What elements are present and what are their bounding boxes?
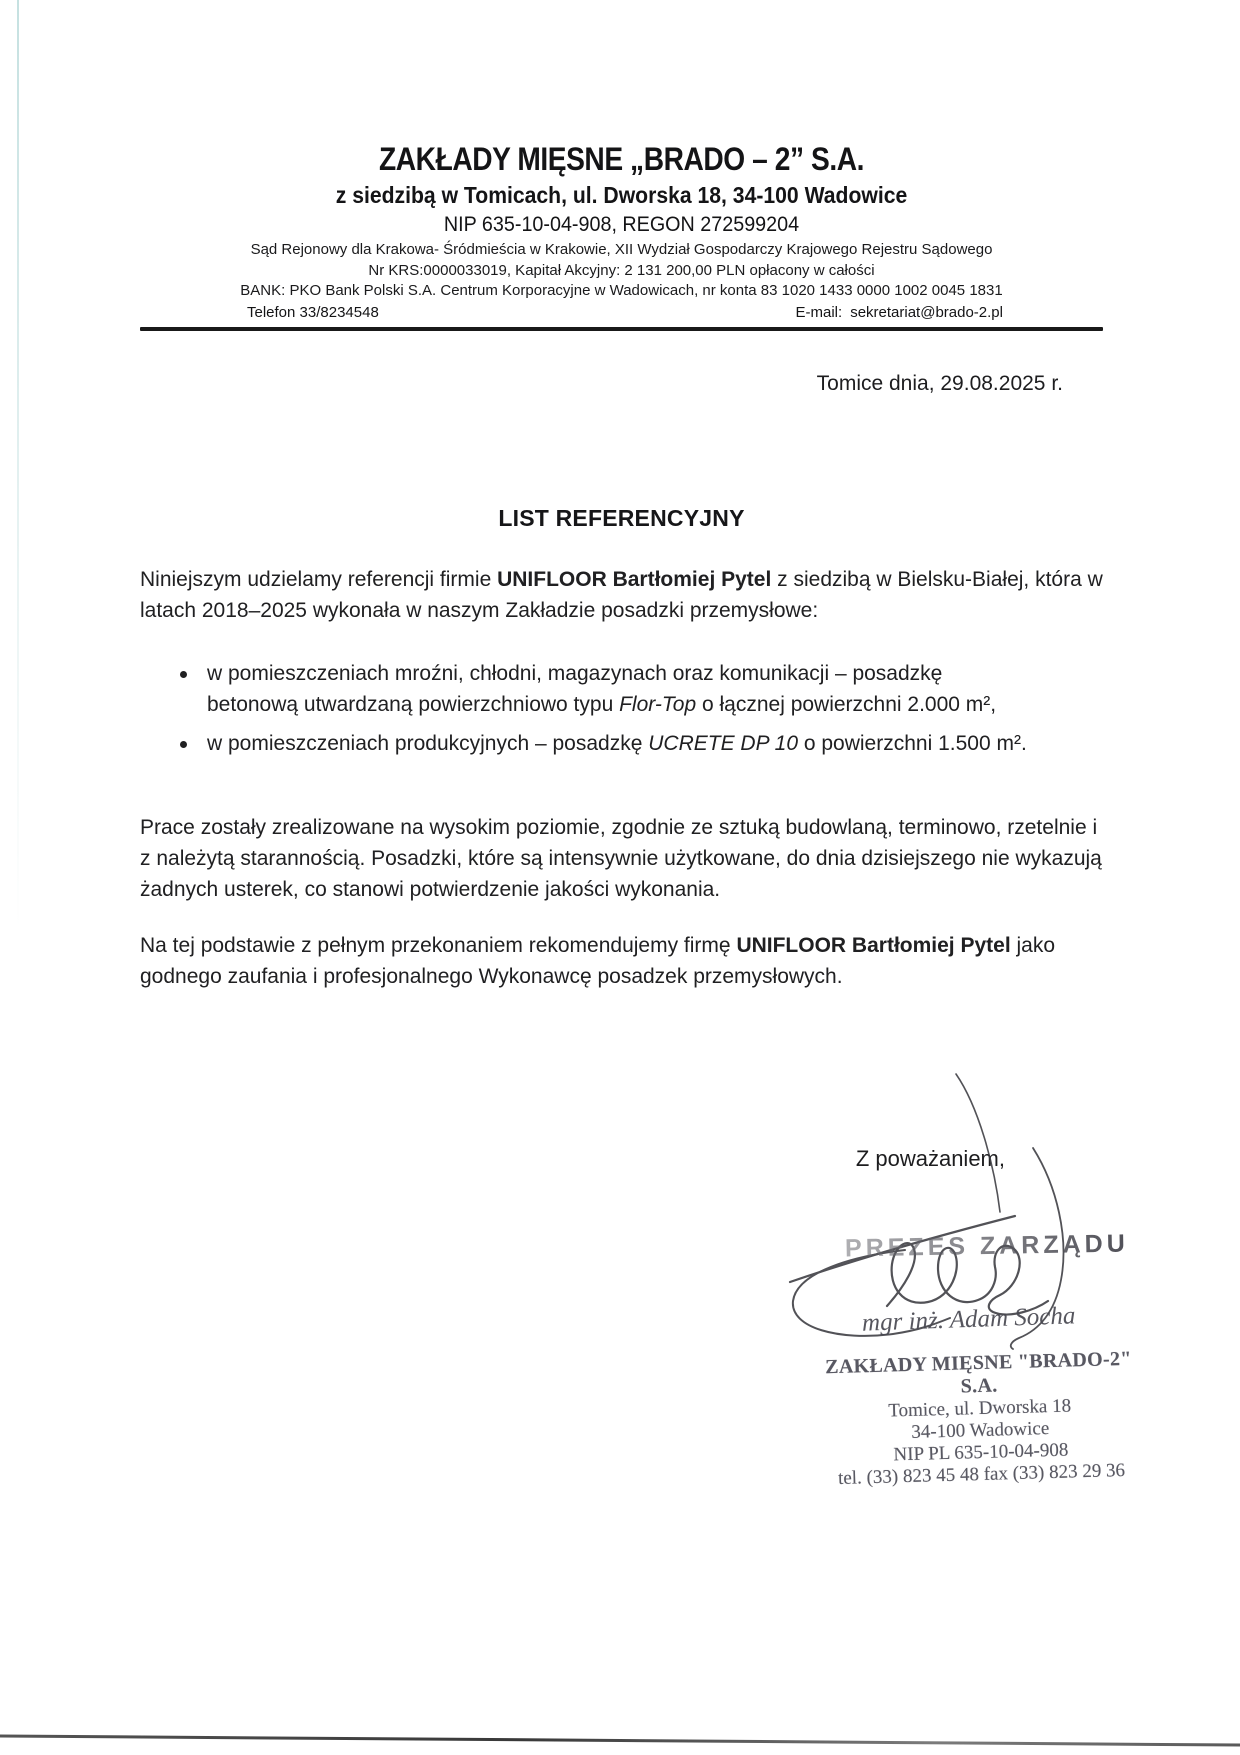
intro-text: Niniejszym udzielamy referencji firmie <box>140 568 498 591</box>
bullet2-text-cont: o powierzchni 1.500 m². <box>798 732 1027 755</box>
list-item <box>140 658 1036 720</box>
krs-capital-line: Nr KRS:0000033019, Kapitał Akcyjny: 2 131 200,00 PLN opłacony w całości <box>368 261 875 279</box>
scan-edge-line <box>17 0 19 930</box>
scan-artifact-line <box>0 1734 1240 1746</box>
paragraph-quality: Prace zostały zrealizowane na wysokim poziomie, zgodnie ze sztuką budowlaną, terminowo, rzetelnie i z należytą starannością. Posadzki, które są intensywnie użytkowane, do dnia dzisiejszego nie wykazują żadnych usterek, co stanowi potwierdzenie jakości wykonania. <box>140 816 1102 901</box>
product-name-flortop: Flor-Top <box>619 693 697 716</box>
product-name-ucrete: UCRETE DP 10 <box>648 732 798 755</box>
letterhead <box>140 138 1103 331</box>
paragraph-intro <box>140 564 1103 626</box>
email-value: sekretariat@brado-2.pl <box>850 303 1003 321</box>
bank-account-line: BANK: PKO Bank Polski S.A. Centrum Korporacyjne w Wadowicach, nr konta 83 1020 1433 0000 1002 0045 1831 <box>240 282 1003 299</box>
document-title: LIST REFERENCYJNY <box>498 505 745 531</box>
recommendation-text-cont: jako godnego zaufania i profesjonalnego Wykonawcę posadzek przemysłowych. <box>140 934 1056 988</box>
paragraph-recommendation <box>140 930 1103 992</box>
company-stamp <box>813 1347 1147 1490</box>
date-line: Tomice dnia, 29.08.2025 r. <box>816 372 1063 395</box>
email-label: E-mail: <box>795 303 843 321</box>
company-highlight: UNIFLOOR Bartłomiej Pytel <box>497 568 772 591</box>
recommendation-text: Na tej podstawie z pełnym przekonaniem rekomendujemy firmę <box>140 934 737 957</box>
stamp-line-nip: NIP PL 635-10-04-908 <box>893 1439 1069 1466</box>
company-highlight: UNIFLOOR Bartłomiej Pytel <box>736 934 1011 957</box>
company-address: z siedzibą w Tomicach, ul. Dworska 18, 34-100 Wadowice <box>335 182 908 208</box>
signer-name: mgr inż. Adam Socha <box>861 1302 1076 1337</box>
company-name: ZAKŁADY MIĘSNE „BRADO – 2” S.A. <box>379 141 864 177</box>
closing-salutation: Z poważaniem, <box>855 1146 1005 1171</box>
list-item <box>140 728 1036 759</box>
bullet1-text-cont: o łącznej powierzchni 2.000 m², <box>696 693 997 716</box>
company-nip-regon: NIP 635-10-04-908, REGON 272599204 <box>443 213 800 236</box>
stamp-line-street: Tomice, ul. Dworska 18 <box>888 1395 1072 1422</box>
phone-number: Telefon 33/8234548 <box>247 303 379 321</box>
work-list <box>140 658 1103 759</box>
bullet1-text: w pomieszczeniach mroźni, chłodni, magazynach oraz komunikacji – posadzkę betonową utwardzaną powierzchniowo typu <box>207 662 943 716</box>
contact-row <box>140 302 1103 324</box>
email-address <box>796 302 1003 323</box>
role-stamp-prezes-zarzadu: PREZES ZARZĄDU <box>844 1229 1130 1263</box>
stamp-line-city: 34-100 Wadowice <box>911 1418 1050 1443</box>
intro-text-cont: z siedzibą w Bielsku-Białej, która w latach 2018–2025 wykonała w naszym Zakładzie posadzki przemysłowe: <box>140 568 1103 622</box>
stamp-line-company: ZAKŁADY MIĘSNE "BRADO-2" S.A. <box>824 1347 1132 1398</box>
bullet2-text: w pomieszczeniach produkcyjnych – posadzkę <box>207 732 649 755</box>
court-registry-line: Sąd Rejonowy dla Krakowa- Śródmieścia w Krakowie, XII Wydział Gospodarczy Krajowego Rejestru Sądowego <box>250 241 993 258</box>
stamp-line-phone-fax: tel. (33) 823 45 48 fax (33) 823 29 36 <box>837 1459 1126 1489</box>
header-rule <box>140 327 1103 331</box>
